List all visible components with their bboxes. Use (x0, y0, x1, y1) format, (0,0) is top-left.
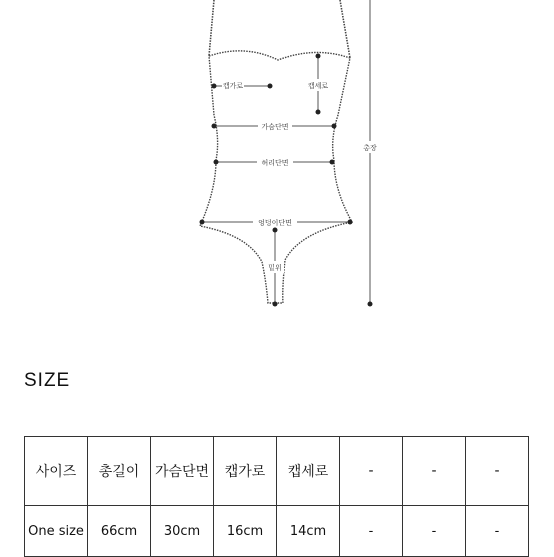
cup-height-dot-top (316, 54, 321, 59)
cell-cup-height: 14cm (277, 506, 340, 557)
cup-width-label: 캡가로 (222, 82, 244, 90)
chest-width-dot-left (212, 124, 217, 129)
cell-size: One size (25, 506, 88, 557)
waist-width-dot-left (214, 160, 219, 165)
header-empty-3: - (466, 437, 529, 506)
waist-width-dot-right (330, 160, 335, 165)
header-cup-height: 캡세로 (277, 437, 340, 506)
hip-width-dot-right (348, 220, 353, 225)
rise-dot-top (273, 228, 278, 233)
rise-dot-bottom (273, 302, 278, 307)
size-table (24, 436, 529, 557)
header-chest-width: 가슴단면 (151, 437, 214, 506)
size-table-header-row (25, 437, 529, 506)
cup-height-label: 캡세로 (307, 82, 329, 90)
rise-label: 밑위 (268, 264, 282, 272)
cell-empty-2: - (403, 506, 466, 557)
right-strap (340, 0, 350, 58)
header-size: 사이즈 (25, 437, 88, 506)
header-empty-1: - (340, 437, 403, 506)
cell-cup-width: 16cm (214, 506, 277, 557)
cell-chest-width: 30cm (151, 506, 214, 557)
hip-width-dot-left (200, 220, 205, 225)
cell-empty-1: - (340, 506, 403, 557)
waist-width-label: 허리단면 (261, 159, 289, 167)
cup-width-dot-right (268, 84, 273, 89)
cup-height-dot-bottom (316, 110, 321, 115)
header-cup-width: 캡가로 (214, 437, 277, 506)
cell-empty-3: - (466, 506, 529, 557)
chest-width-dot-right (332, 124, 337, 129)
total-length-label: 총장 (363, 144, 377, 152)
total-length-dot-bottom (368, 302, 373, 307)
size-table-row (25, 506, 529, 557)
chest-width-label: 가슴단면 (261, 123, 289, 131)
header-total-length: 총길이 (88, 437, 151, 506)
left-strap (209, 0, 214, 56)
hip-width-label: 엉덩이단면 (258, 219, 292, 227)
cell-total-length: 66cm (88, 506, 151, 557)
size-heading: SIZE (24, 370, 71, 391)
header-empty-2: - (403, 437, 466, 506)
cup-width-dot-left (212, 84, 217, 89)
